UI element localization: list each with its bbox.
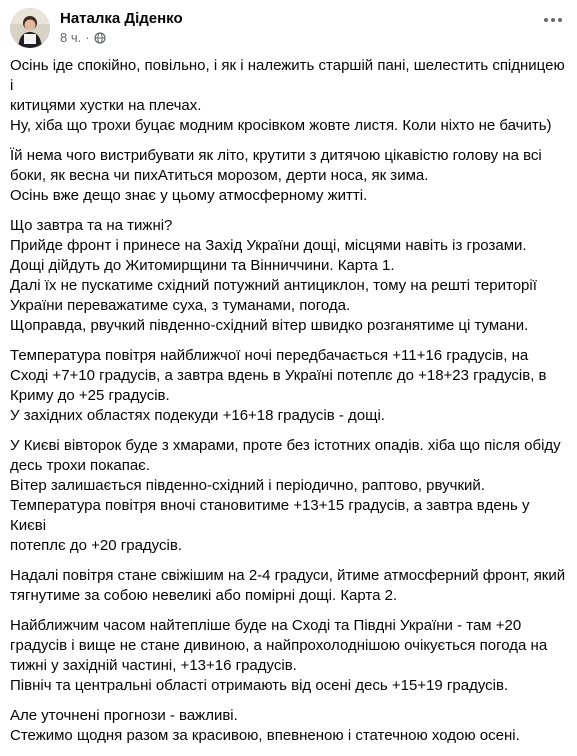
post-text-line: Стежимо щодня разом за красивою, впевненою і статечною ходою осені. <box>10 727 520 744</box>
post-text-line: Вітер залишається південно-східний і періодично, раптово, рвучкий. <box>10 477 485 494</box>
post-paragraph <box>10 706 567 746</box>
post-text <box>10 56 567 756</box>
post-text-line: Ну, хіба що трохи буцає модним кросівком жовте листя. Коли ніхто не бачить) <box>10 117 552 134</box>
post-text-line: тижні у західній частині, +13+16 градусів. <box>10 657 297 674</box>
post-text-line: тягнутиме за собою невеликі або помірні дощі. Карта 2. <box>10 587 398 604</box>
post-text-line: китицями хустки на плечах. <box>10 97 202 114</box>
post-paragraph <box>10 346 567 426</box>
post-time[interactable]: 8 ч. <box>60 30 82 45</box>
post-meta <box>60 30 106 45</box>
post-text-line: Далі їх не пускатиме східний потужний антициклон, тому на решті території <box>10 277 537 294</box>
post-text-line: Щоправда, рвучкий південно-східний вітер швидко розганятиме ці тумани. <box>10 317 529 334</box>
post-text-line: Північ та центральні області отримають від осені десь +15+19 градусів. <box>10 677 509 694</box>
post-text-line: десь трохи покапає. <box>10 457 150 474</box>
post-paragraph <box>10 146 567 206</box>
post-paragraph <box>10 616 567 696</box>
more-horizontal-icon <box>543 17 563 23</box>
post-text-line: Криму до +25 градусів. <box>10 387 170 404</box>
post-text-line: Дощі дійдуть до Житомирщини та Вінниччини. Карта 1. <box>10 257 395 274</box>
post-text-line: Надалі повітря стане свіжішим на 2-4 градуси, йтиме атмосферний фронт, який <box>10 567 566 584</box>
post-text-line: Їй нема чого вистрибувати як літо, крутити з дитячою цікавістю голову на всі <box>10 147 542 164</box>
post-paragraph <box>10 216 567 336</box>
post-text-line: У західних областях подекуди +16+18 градусів - дощі. <box>10 407 385 424</box>
post-text-line: боки, як весна чи пихАтиться морозом, дерти носа, як зима. <box>10 167 429 184</box>
post-text-line: потеплє до +20 градусів. <box>10 537 182 554</box>
post-text-line: Осінь іде спокійно, повільно, і як і належить старшій пані, шелестить спідницею і <box>10 57 565 94</box>
post-paragraph <box>10 436 567 556</box>
more-options-button[interactable] <box>541 8 565 32</box>
author-name[interactable]: Наталка Діденко <box>60 10 183 27</box>
post-text-line: Осінь вже дещо знає у цьому атмосферному житті. <box>10 187 368 204</box>
post-text-line: Але уточнені прогнози - важливі. <box>10 707 238 724</box>
avatar-image <box>10 8 50 48</box>
meta-separator: · <box>85 30 90 45</box>
post-text-line: Прийде фронт і принесе на Захід України дощі, місцями навіть із грозами. <box>10 237 527 254</box>
post-paragraph <box>10 566 567 606</box>
post-text-line: Сході +7+10 градусів, а завтра вдень в Україні потеплє до +18+23 градусів, в <box>10 367 547 384</box>
post-text-line: Температура повітря вночі становитиме +13+15 градусів, а завтра вдень у Києві <box>10 497 530 534</box>
post-text-line: Найближчим часом найтепліше буде на Сході та Півдні України - там +20 <box>10 617 522 634</box>
post-text-line: У Києві вівторок буде з хмарами, проте без істотних опадів. хіба що після обіду <box>10 437 561 454</box>
globe-icon[interactable] <box>94 32 106 44</box>
author-avatar[interactable] <box>10 8 50 48</box>
post-paragraph <box>10 56 567 136</box>
post-text-line: України переважатиме суха, з туманами, погода. <box>10 297 351 314</box>
post-text-line: градусів і вище не стане дивиною, а найпрохолоднішою очікується погода на <box>10 637 548 654</box>
post-text-line: Що завтра та на тижні? <box>10 217 173 234</box>
post-text-line: Температура повітря найближчої ночі передбачається +11+16 градусів, на <box>10 347 529 364</box>
post-header <box>10 8 567 48</box>
